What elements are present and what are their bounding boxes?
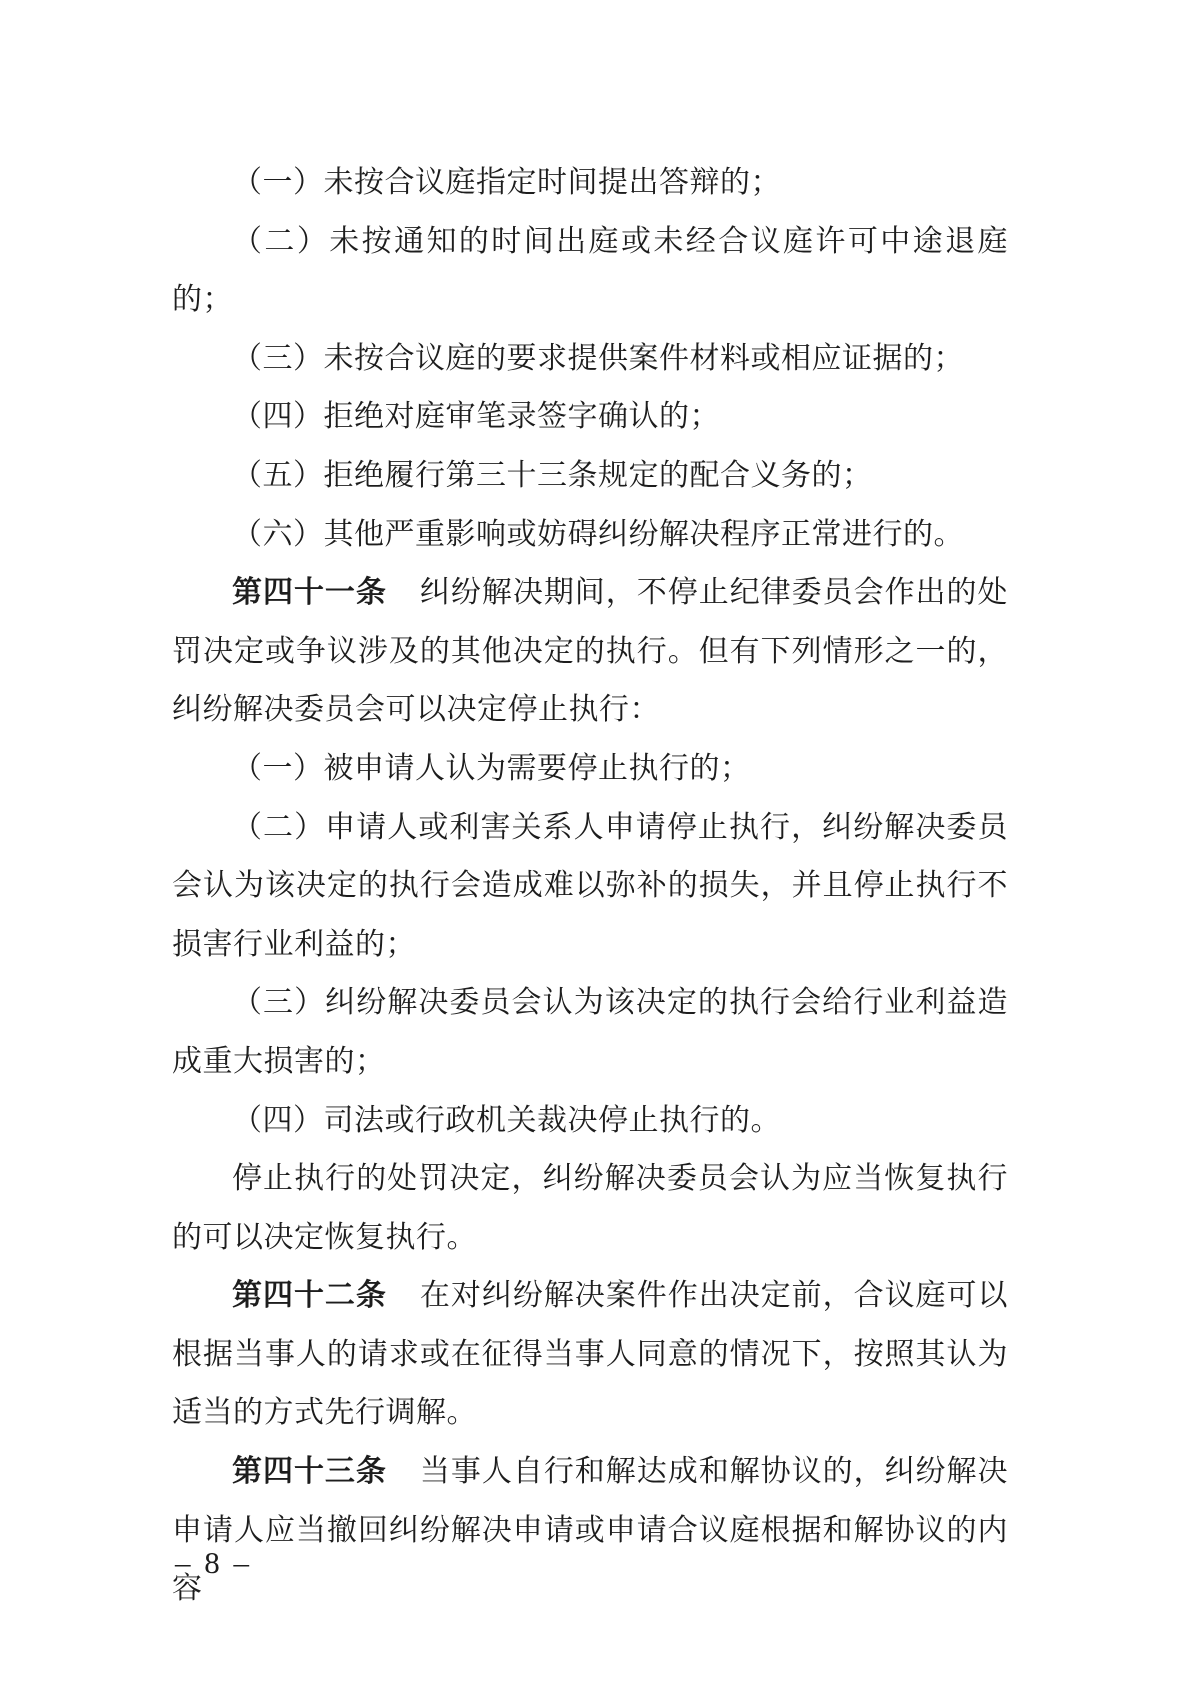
article-text: 当事人自行和解达成和解协议的，纠纷解决申请人应当撤回纠纷解决申请或申请合议庭根据和解协议的内容 <box>172 1455 1009 1606</box>
clause-paragraph: （三）未按合议庭的要求提供案件材料或相应证据的； <box>232 341 964 375</box>
clause-paragraph: 停止执行的处罚决定，纠纷解决委员会认为应当恢复执行的可以决定恢复执行。 <box>172 1162 1008 1254</box>
article-number: 第四十二条 <box>232 1279 387 1313</box>
article-paragraph <box>172 1443 1008 1619</box>
article-text: 在对纠纷解决案件作出决定前，合议庭可以根据当事人的请求或在征得当事人同意的情况下，按照其认为适当的方式先行调解。 <box>172 1279 1009 1430</box>
article-paragraph <box>172 1267 1008 1443</box>
clause-paragraph: （二）申请人或利害关系人申请停止执行，纠纷解决委员会认为该决定的执行会造成难以弥补的损失，并且停止执行不损害行业利益的； <box>172 810 1008 961</box>
clause-paragraph: （六）其他严重影响或妨碍纠纷解决程序正常进行的。 <box>232 517 964 551</box>
clause-paragraph: （一）被申请人认为需要停止执行的； <box>232 751 751 785</box>
clause-paragraph: （四）司法或行政机关裁决停止执行的。 <box>232 1103 781 1137</box>
article-paragraph <box>172 564 1008 740</box>
clause-paragraph: （四）拒绝对庭审笔录签字确认的； <box>232 400 720 434</box>
clause-paragraph: （五）拒绝履行第三十三条规定的配合义务的； <box>232 458 873 492</box>
page-number: – 8 – <box>175 1545 252 1580</box>
document-body <box>172 154 1008 1619</box>
clause-paragraph: （一）未按合议庭指定时间提出答辩的； <box>232 166 781 199</box>
article-number: 第四十一条 <box>232 576 387 610</box>
article-number: 第四十三条 <box>232 1455 387 1489</box>
article-text: 纠纷解决期间，不停止纪律委员会作出的处罚决定或争议涉及的其他决定的执行。但有下列情形之一的，纠纷解决委员会可以决定停止执行： <box>172 576 1009 727</box>
clause-paragraph: （二）未按通知的时间出庭或未经合议庭许可中途退庭的； <box>172 224 1008 317</box>
clause-paragraph: （三）纠纷解决委员会认为该决定的执行会给行业利益造成重大损害的； <box>172 986 1008 1078</box>
